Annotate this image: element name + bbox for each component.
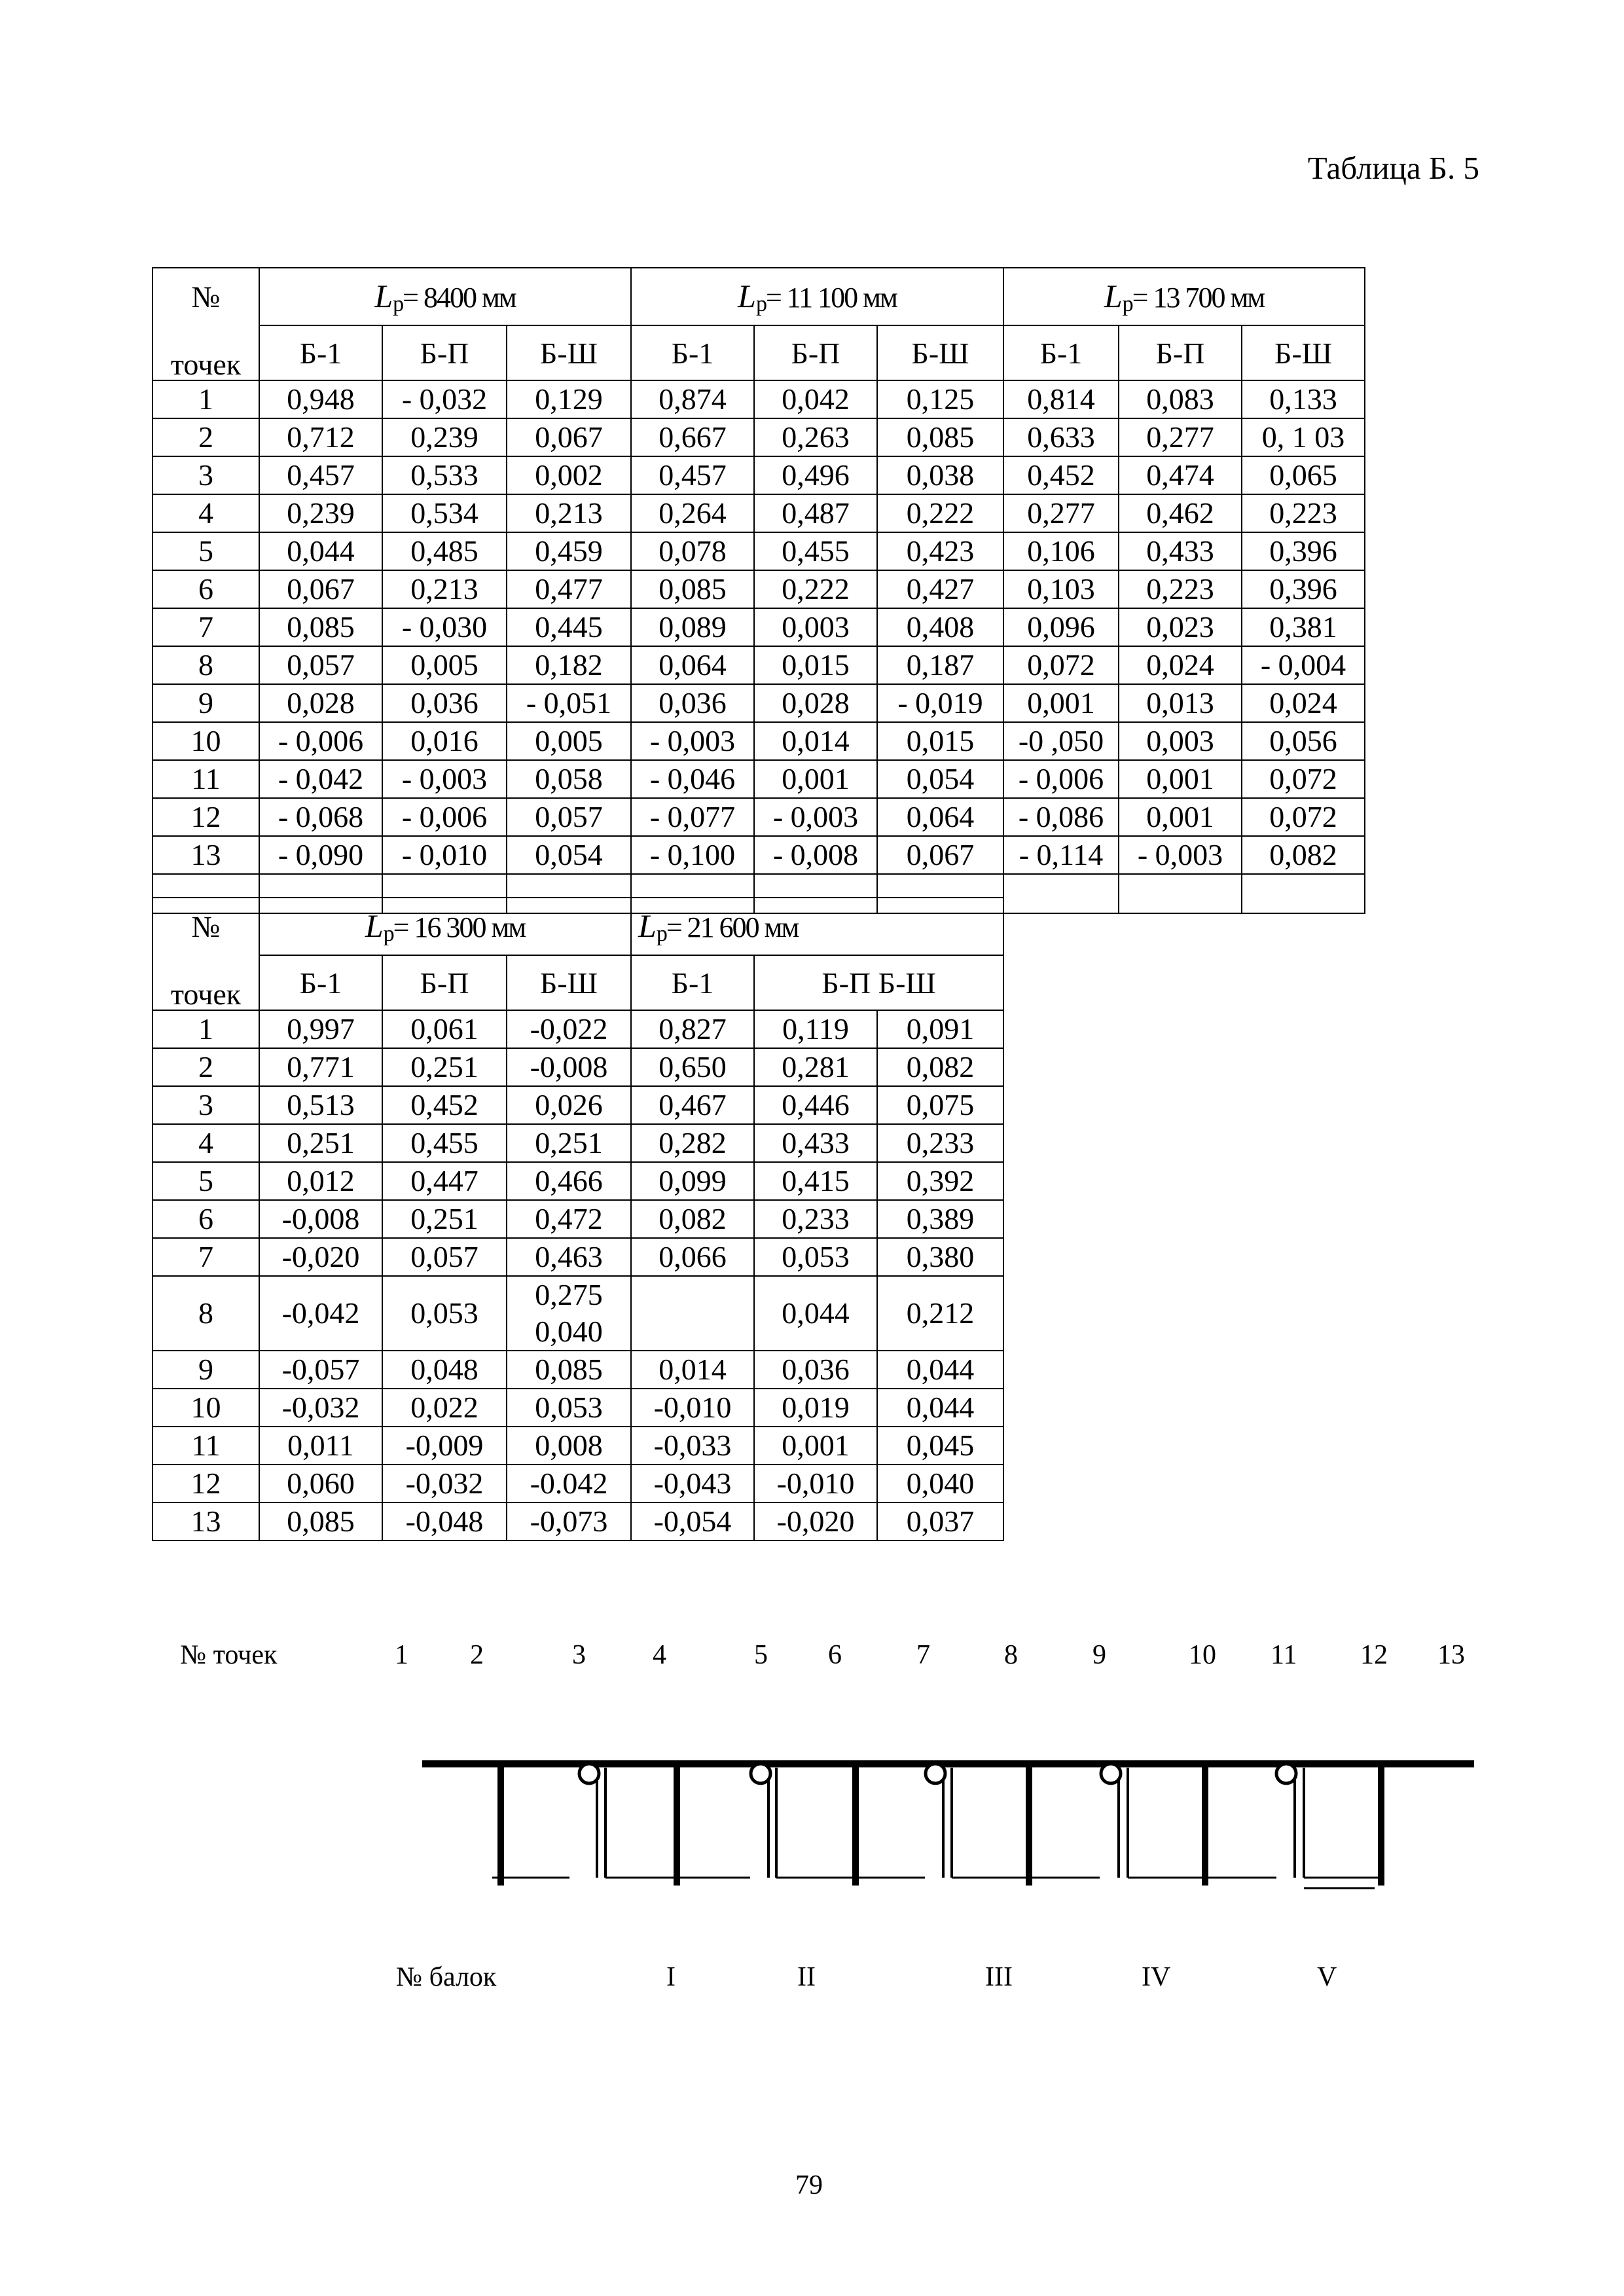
page-number: 79	[795, 2170, 823, 2200]
value-cell: 0,082	[1242, 836, 1365, 874]
value-cell: 0,534	[382, 494, 507, 532]
value-cell: 0,067	[877, 836, 1003, 874]
value-cell: 0,281	[754, 1048, 877, 1086]
value-cell: -0,020	[754, 1503, 877, 1540]
group-header-13700: Lр= 13 700 мм	[1003, 268, 1365, 325]
value-cell: 0,082	[631, 1200, 754, 1238]
subheader-cell: Б-П	[754, 325, 877, 380]
point-number-cell: 13	[153, 836, 259, 874]
value-cell: -0,010	[631, 1389, 754, 1427]
value-cell: 0,222	[877, 494, 1003, 532]
point-number-cell: 7	[153, 608, 259, 646]
hinge-circle	[579, 1764, 599, 1783]
point-number: 10	[1189, 1640, 1216, 1670]
value-cell: 0,106	[1003, 532, 1119, 570]
value-cell: 0,060	[259, 1465, 382, 1503]
value-cell: 0,003	[1119, 722, 1242, 760]
value-cell: -0,022	[507, 1010, 631, 1048]
value-cell: 0,001	[1003, 684, 1119, 722]
value-cell: -0,009	[382, 1427, 507, 1465]
value-cell: 0,057	[259, 646, 382, 684]
value-cell: 0,001	[754, 760, 877, 798]
value-cell: 0,496	[754, 456, 877, 494]
value-cell: -0,032	[259, 1389, 382, 1427]
value-cell: 0,455	[382, 1124, 507, 1162]
value-cell: -0,042	[259, 1276, 382, 1351]
group-header-16300: Lр= 16 300 мм	[259, 898, 631, 955]
value-cell: 0,064	[877, 798, 1003, 836]
value-cell: 0,072	[1242, 760, 1365, 798]
subheader-cell: Б-1	[259, 325, 382, 380]
value-cell: 0,016	[382, 722, 507, 760]
hinge-circle	[751, 1764, 770, 1783]
value-cell: 0,650	[631, 1048, 754, 1086]
value-cell: 0,997	[259, 1010, 382, 1048]
value-cell: -0,032	[382, 1465, 507, 1503]
beam-number: V	[1317, 1962, 1337, 1992]
point-number-cell: 5	[153, 532, 259, 570]
value-cell: 0,028	[259, 684, 382, 722]
value-cell: 0,057	[507, 798, 631, 836]
subheader-cell: Б-П	[382, 955, 507, 1010]
value-cell: 0,075	[877, 1086, 1003, 1124]
subheader-cell: Б-П	[1119, 325, 1242, 380]
value-cell: - 0,004	[1242, 646, 1365, 684]
value-cell: - 0,090	[259, 836, 382, 874]
value-cell: 0,026	[507, 1086, 631, 1124]
value-cell: 0,433	[1119, 532, 1242, 570]
value-cell: 0,408	[877, 608, 1003, 646]
point-number-cell: 13	[153, 1503, 259, 1540]
value-cell: - 0,003	[382, 760, 507, 798]
value-cell: 0,066	[631, 1238, 754, 1276]
hinge-circle	[1101, 1764, 1121, 1783]
subheader-cell: Б-1	[259, 955, 382, 1010]
value-cell: 0,467	[631, 1086, 754, 1124]
value-cell: -0,043	[631, 1465, 754, 1503]
beams-label: № балок	[396, 1962, 497, 1992]
value-cell: 0,133	[1242, 380, 1365, 418]
value-cell: 0,082	[877, 1048, 1003, 1086]
value-cell: 0,457	[259, 456, 382, 494]
point-number-cell: 4	[153, 1124, 259, 1162]
group-header-11100: Lр= 11 100 мм	[631, 268, 1003, 325]
value-cell: 0,028	[754, 684, 877, 722]
value-cell: 0,396	[1242, 570, 1365, 608]
value-cell: 0,099	[631, 1162, 754, 1200]
value-cell: 0,103	[1003, 570, 1119, 608]
value-cell: - 0,006	[1003, 760, 1119, 798]
value-cell: 0,445	[507, 608, 631, 646]
value-cell: 0,263	[754, 418, 877, 456]
value-cell: - 0,032	[382, 380, 507, 418]
num-header-word: точек	[153, 955, 259, 1010]
value-cell: 0,024	[1119, 646, 1242, 684]
point-number: 3	[572, 1640, 586, 1670]
hinge-circle	[1276, 1764, 1296, 1783]
value-cell: 0,389	[877, 1200, 1003, 1238]
value-cell: - 0,008	[754, 836, 877, 874]
point-number-cell: 1	[153, 1010, 259, 1048]
value-cell: 0,251	[507, 1124, 631, 1162]
value-cell: 0,048	[382, 1351, 507, 1389]
value-cell: - 0,003	[631, 722, 754, 760]
hinge-circle	[926, 1764, 945, 1783]
value-cell: 0,415	[754, 1162, 877, 1200]
value-cell: -0,010	[754, 1465, 877, 1503]
value-cell: - 0,077	[631, 798, 754, 836]
value-cell: - 0,030	[382, 608, 507, 646]
value-cell: - 0,006	[259, 722, 382, 760]
value-cell: 0,513	[259, 1086, 382, 1124]
value-cell: - 0,006	[382, 798, 507, 836]
subheader-cell: Б-1	[631, 325, 754, 380]
value-cell: 0,477	[507, 570, 631, 608]
value-cell: 0,022	[382, 1389, 507, 1427]
value-cell: -0,048	[382, 1503, 507, 1540]
point-number-cell: 11	[153, 760, 259, 798]
value-cell: 0,091	[877, 1010, 1003, 1048]
point-number-cell: 10	[153, 722, 259, 760]
value-cell: 0,023	[1119, 608, 1242, 646]
value-cell: 0,472	[507, 1200, 631, 1238]
value-cell: 0,045	[877, 1427, 1003, 1465]
value-cell: 0,223	[1119, 570, 1242, 608]
value-cell: 0,024	[1242, 684, 1365, 722]
value-cell: 0,053	[507, 1389, 631, 1427]
subheader-cell: Б-П	[382, 325, 507, 380]
point-number: 7	[916, 1640, 930, 1670]
value-cell: 0,239	[382, 418, 507, 456]
value-cell: 0,008	[507, 1427, 631, 1465]
value-cell: 0,001	[1119, 798, 1242, 836]
value-cell: 0,452	[382, 1086, 507, 1124]
value-cell: 0,054	[507, 836, 631, 874]
value-cell: 0,011	[259, 1427, 382, 1465]
value-cell: 0,396	[1242, 532, 1365, 570]
point-number-cell: 7	[153, 1238, 259, 1276]
value-cell: 0,036	[382, 684, 507, 722]
value-cell: 0,065	[1242, 456, 1365, 494]
num-header-word: точек	[153, 325, 259, 380]
value-cell: 0,633	[1003, 418, 1119, 456]
value-cell: 0,012	[259, 1162, 382, 1200]
value-cell: 0,036	[631, 684, 754, 722]
point-number-cell: 12	[153, 1465, 259, 1503]
point-number-cell: 9	[153, 684, 259, 722]
value-cell: -0,020	[259, 1238, 382, 1276]
value-cell: 0,277	[1003, 494, 1119, 532]
value-cell: 0,423	[877, 532, 1003, 570]
value-cell: 0,053	[754, 1238, 877, 1276]
value-cell: 0,771	[259, 1048, 382, 1086]
subheader-cell: Б-1	[1003, 325, 1119, 380]
value-cell: 0,003	[754, 608, 877, 646]
value-cell: -0,008	[259, 1200, 382, 1238]
value-cell: 0,874	[631, 380, 754, 418]
point-number: 11	[1271, 1640, 1297, 1670]
point-number: 12	[1360, 1640, 1388, 1670]
points-label: № точек	[180, 1640, 278, 1670]
point-number-cell: 10	[153, 1389, 259, 1427]
value-cell: 0,005	[382, 646, 507, 684]
point-number: 4	[653, 1640, 666, 1670]
value-cell: 0,487	[754, 494, 877, 532]
point-number: 2	[470, 1640, 484, 1670]
value-cell: 0,044	[877, 1351, 1003, 1389]
value-cell: -0,033	[631, 1427, 754, 1465]
value-cell: 0,213	[507, 494, 631, 532]
value-cell: 0,239	[259, 494, 382, 532]
value-cell: 0,044	[754, 1276, 877, 1351]
point-number-cell: 6	[153, 570, 259, 608]
value-cell: 0,058	[507, 760, 631, 798]
point-number-cell: 2	[153, 418, 259, 456]
value-cell: 0,187	[877, 646, 1003, 684]
value-cell: 0,064	[631, 646, 754, 684]
point-number-cell: 2	[153, 1048, 259, 1086]
value-cell: - 0,010	[382, 836, 507, 874]
value-cell: 0,251	[382, 1048, 507, 1086]
value-cell: 0,019	[754, 1389, 877, 1427]
value-cell: 0,085	[507, 1351, 631, 1389]
value-cell: 0,014	[631, 1351, 754, 1389]
subheader-cell: Б-П Б-Ш	[754, 955, 1003, 1010]
value-cell: 0,002	[507, 456, 631, 494]
value-cell: 0,044	[877, 1389, 1003, 1427]
beam-number: IV	[1142, 1962, 1171, 1992]
value-cell: 0,466	[507, 1162, 631, 1200]
value-cell: -0,073	[507, 1503, 631, 1540]
value-cell: 0,474	[1119, 456, 1242, 494]
value-cell: 0,222	[754, 570, 877, 608]
point-number: 6	[828, 1640, 842, 1670]
value-cell: - 0,114	[1003, 836, 1119, 874]
value-cell: 0,814	[1003, 380, 1119, 418]
value-cell: 0,001	[754, 1427, 877, 1465]
value-cell: 0,036	[754, 1351, 877, 1389]
value-cell: 0,213	[382, 570, 507, 608]
value-cell: 0,380	[877, 1238, 1003, 1276]
num-header-symbol: №	[153, 268, 259, 325]
value-cell: 0,040	[877, 1465, 1003, 1503]
value-cell: 0,083	[1119, 380, 1242, 418]
value-cell: 0,212	[877, 1276, 1003, 1351]
beam-number: III	[985, 1962, 1013, 1992]
value-cell: -0,054	[631, 1503, 754, 1540]
value-cell: - 0,003	[1119, 836, 1242, 874]
point-number-cell: 3	[153, 456, 259, 494]
value-cell: 0,014	[754, 722, 877, 760]
value-cell: 0,182	[507, 646, 631, 684]
value-cell: 0,119	[754, 1010, 877, 1048]
value-cell: 0,044	[259, 532, 382, 570]
point-number-cell: 4	[153, 494, 259, 532]
subheader-cell: Б-1	[631, 955, 754, 1010]
value-cell: 0,712	[259, 418, 382, 456]
subheader-cell: Б-Ш	[1242, 325, 1365, 380]
beam-number: I	[666, 1962, 676, 1992]
value-cell: 0,223	[1242, 494, 1365, 532]
point-number-cell: 1	[153, 380, 259, 418]
value-cell: 0,275 0,040	[507, 1276, 631, 1351]
point-number-cell: 9	[153, 1351, 259, 1389]
value-cell: -0,008	[507, 1048, 631, 1086]
value-cell: 0,053	[382, 1276, 507, 1351]
value-cell: 0,277	[1119, 418, 1242, 456]
value-cell: 0,013	[1119, 684, 1242, 722]
subheader-cell: Б-Ш	[877, 325, 1003, 380]
point-number: 13	[1437, 1640, 1465, 1670]
value-cell: 0,233	[754, 1200, 877, 1238]
value-cell: - 0,068	[259, 798, 382, 836]
value-cell: 0,381	[1242, 608, 1365, 646]
value-cell: 0,455	[754, 532, 877, 570]
point-number: 1	[395, 1640, 408, 1670]
value-cell: 0,827	[631, 1010, 754, 1048]
point-number-cell: 3	[153, 1086, 259, 1124]
group-header-21600: Lр= 21 600 мм	[631, 898, 1003, 955]
value-cell: - 0,042	[259, 760, 382, 798]
value-cell: 0,457	[631, 456, 754, 494]
value-cell: - 0,086	[1003, 798, 1119, 836]
value-cell: 0,125	[877, 380, 1003, 418]
value-cell: 0,067	[259, 570, 382, 608]
value-cell: -0,057	[259, 1351, 382, 1389]
point-number-cell: 8	[153, 646, 259, 684]
value-cell: 0,042	[754, 380, 877, 418]
value-cell: 0,667	[631, 418, 754, 456]
value-cell: 0,089	[631, 608, 754, 646]
point-number-cell: 12	[153, 798, 259, 836]
value-cell: 0,485	[382, 532, 507, 570]
subheader-cell: Б-Ш	[507, 325, 631, 380]
num-header-symbol: №	[153, 898, 259, 955]
value-cell: 0,056	[1242, 722, 1365, 760]
value-cell: -0 ,050	[1003, 722, 1119, 760]
value-cell: 0,067	[507, 418, 631, 456]
point-number-cell: 11	[153, 1427, 259, 1465]
point-number-cell: 6	[153, 1200, 259, 1238]
value-cell: 0,452	[1003, 456, 1119, 494]
value-cell: 0,085	[631, 570, 754, 608]
value-cell: - 0,051	[507, 684, 631, 722]
value-cell: 0,015	[754, 646, 877, 684]
point-number-cell: 8	[153, 1276, 259, 1351]
value-cell: 0,446	[754, 1086, 877, 1124]
point-number: 8	[1004, 1640, 1018, 1670]
value-cell: 0,061	[382, 1010, 507, 1048]
value-cell: 0,096	[1003, 608, 1119, 646]
value-cell: - 0,046	[631, 760, 754, 798]
value-cell: 0,233	[877, 1124, 1003, 1162]
value-cell: 0,264	[631, 494, 754, 532]
value-cell: 0,085	[259, 608, 382, 646]
point-number: 5	[754, 1640, 768, 1670]
table-caption: Таблица Б. 5	[1307, 150, 1479, 186]
value-cell: 0,282	[631, 1124, 754, 1162]
point-number: 9	[1092, 1640, 1106, 1670]
value-cell: 0,251	[259, 1124, 382, 1162]
value-cell: 0,037	[877, 1503, 1003, 1540]
group-header-8400: Lр= 8400 мм	[259, 268, 631, 325]
value-cell: 0,533	[382, 456, 507, 494]
value-cell: 0,392	[877, 1162, 1003, 1200]
value-cell: 0,459	[507, 532, 631, 570]
value-cell: 0,251	[382, 1200, 507, 1238]
value-cell: 0,015	[877, 722, 1003, 760]
value-cell: 0, 1 03	[1242, 418, 1365, 456]
value-cell: 0,072	[1242, 798, 1365, 836]
value-cell: 0,078	[631, 532, 754, 570]
value-cell: 0,054	[877, 760, 1003, 798]
value-cell: -0.042	[507, 1465, 631, 1503]
point-number-cell: 5	[153, 1162, 259, 1200]
value-cell: 0,057	[382, 1238, 507, 1276]
value-cell: 0,462	[1119, 494, 1242, 532]
subheader-cell: Б-Ш	[507, 955, 631, 1010]
value-cell: 0,427	[877, 570, 1003, 608]
value-cell: 0,005	[507, 722, 631, 760]
value-cell: 0,433	[754, 1124, 877, 1162]
value-cell: 0,085	[259, 1503, 382, 1540]
value-cell: - 0,100	[631, 836, 754, 874]
value-cell: 0,463	[507, 1238, 631, 1276]
value-cell: 0,001	[1119, 760, 1242, 798]
value-cell: 0,085	[877, 418, 1003, 456]
value-cell: 0,129	[507, 380, 631, 418]
value-cell: 0,948	[259, 380, 382, 418]
beam-number: II	[797, 1962, 816, 1992]
value-cell: 0,072	[1003, 646, 1119, 684]
value-cell: 0,038	[877, 456, 1003, 494]
value-cell: 0,447	[382, 1162, 507, 1200]
value-cell: - 0,019	[877, 684, 1003, 722]
value-cell: - 0,003	[754, 798, 877, 836]
